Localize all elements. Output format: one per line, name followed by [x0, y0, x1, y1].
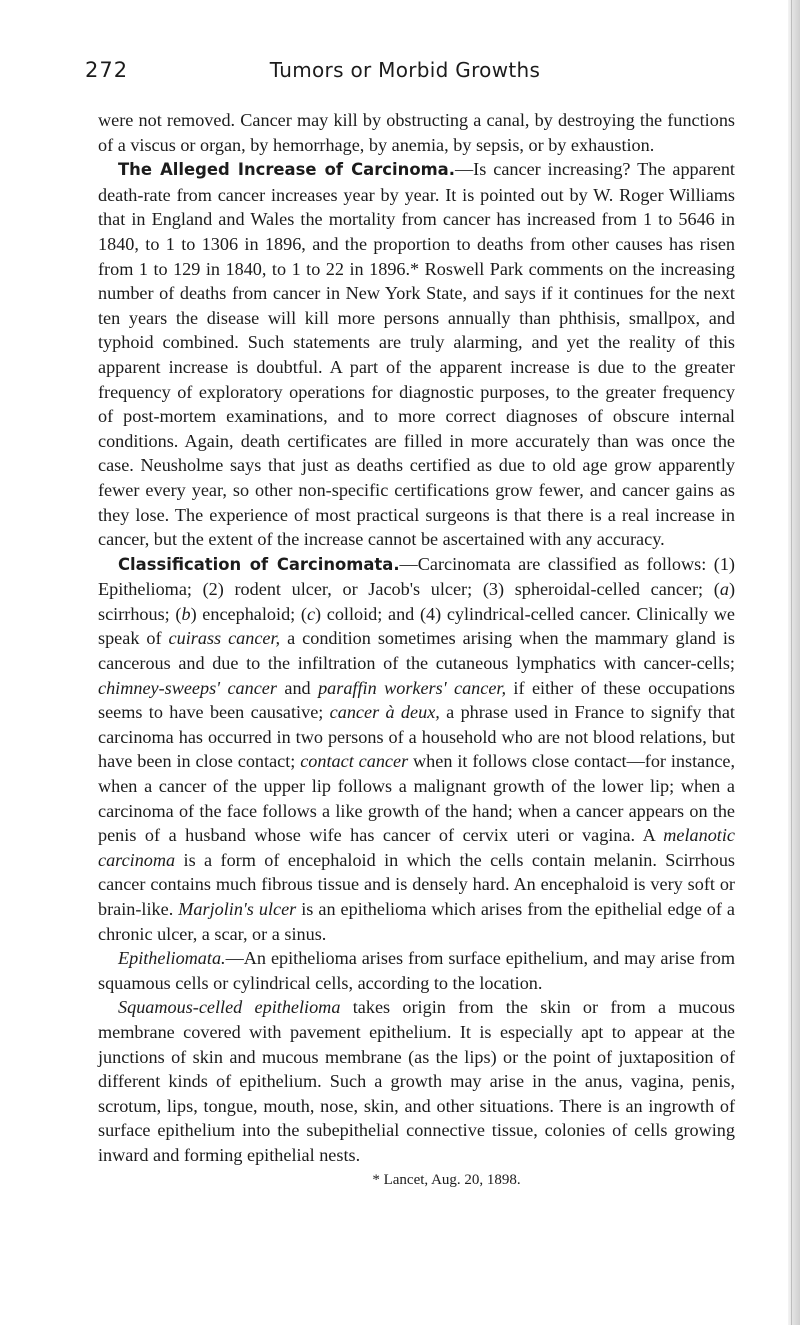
subheading-squamous-celled: Squamous-celled epithelioma — [118, 997, 341, 1018]
paragraph-classification: Classification of Carcinomata.—Carcinomata are classified as follows: (1) Epithelioma; (2) rodent ulcer, or Jacob's ulcer; (3) spheroidal-celled cancer; (a) scirrhous; (b) encephaloid; (c) colloid; and (4) cylindrical-celled cancer. Clinically we speak of cuirass cancer, a condition sometimes arising when the mammary gland is cancerous and due to the infiltration of the cutaneous lymphatics with cancer-cells; chimney-sweeps' cancer and paraffin workers' cancer, if either of these occupations seems to have been causative; cancer à deux, a phrase used in France to signify that carcinoma has occurred in two persons of a household who are not blood relations, but have been in close contact; contact cancer when it follows close contact—for instance, when a cancer of the upper lip follows a malignant growth of the lower lip; when a carcinoma of the face follows a like growth of the hand; when a cancer appears on the penis of a husband whose wife has cancer of cervix uteri or vagina. A melanotic carcinoma is a form of encephaloid in which the cells contain melanin. Scirrhous cancer contains much fibrous tissue and is densely hard. An encephaloid is very soft or brain-like. Marjolin's ulcer is an epithelioma which arises from the epithelial edge of a chronic ulcer, a scar, or a sinus. — [98, 553, 736, 944]
term-paraffin-workers-cancer: paraffin workers' cancer, — [318, 677, 507, 698]
paragraph-epitheliomata: Epitheliomata.—An epithelioma arises from surface epithelium, and may arise from squamous cells or cylindrical cells, according to the location. — [98, 948, 735, 993]
page-number: 272 — [85, 58, 129, 82]
footnote: * Lancet, Aug. 20, 1898. — [372, 1171, 521, 1188]
page-header — [85, 58, 725, 88]
term-marjolins-ulcer: Marjolin's ulcer — [178, 899, 297, 919]
page-edge-shadow — [788, 0, 800, 1325]
term-contact-cancer: contact cancer — [300, 751, 409, 772]
term-cancer-a-deux: cancer à deux, — [329, 702, 440, 723]
body-text — [98, 108, 735, 1190]
paragraph-1: were not removed. Cancer may kill by obstructing a canal, by destroying the functions of a viscus or organ, by hemorrhage, by anemia, by sepsis, or by exhaustion. — [98, 110, 735, 155]
section-heading-alleged-increase: The Alleged Increase of Carcinoma. — [118, 160, 455, 180]
term-cuirass-cancer: cuirass cancer, — [168, 628, 281, 649]
subheading-epitheliomata: Epitheliomata. — [118, 948, 226, 969]
running-head: Tumors or Morbid Growths — [269, 58, 541, 82]
section-heading-classification: Classification of Carcinomata. — [118, 554, 400, 574]
term-melanotic-carcinoma: melanotic carcinoma — [98, 825, 735, 870]
term-chimney-sweeps-cancer: chimney-sweeps' cancer — [98, 677, 277, 698]
paragraph-alleged-increase: The Alleged Increase of Carcinoma.—Is cancer increasing? The apparent death-rate from cancer increases year by year. It is pointed out by W. Roger Williams that in England and Wales the mortality from cancer has increased from 1 to 5646 in 1840, to 1 to 1306 in 1896, and the proportion to deaths from other causes has risen from 1 to 129 in 1840, to 1 to 22 in 1896.* Roswell Park comments on the increasing number of deaths from cancer in New York State, and says if it continues for the next ten years the disease will kill more persons annually than phthisis, smallpox, and typhoid combined. Such statements are truly alarming, and yet the reality of this apparent increase is doubtful. A part of the apparent increase is due to the greater frequency of exploratory operations for diagnostic purposes, to the greater frequency of post-mortem examinations, and to more correct diagnoses of obscure internal conditions. Again, death certificates are filled in more accurately than was once the case. Neusholme says that just as deaths certified as due to old age grow apparently fewer every year, so other non-specific certifications grow fewer, and cancer gains as they lose. The experience of most practical surgeons is that there is a real increase in cancer, but the extent of the increase cannot be ascertained with any accuracy. — [98, 159, 735, 550]
paragraph-squamous-celled: Squamous-celled epithelioma takes origin from the skin or from a mucous membrane covered with pavement epithelium. It is especially apt to appear at the junctions of skin and mucous membrane (as the lips) or the point of juxtaposition of different kinds of epithelium. Such a growth may arise in the anus, vagina, penis, scrotum, lips, tongue, mouth, nose, skin, and other situations. There is an ingrowth of surface epithelium into the subepithelial connective tissue, colonies of cells growing inward and forming epithelial nests. — [98, 997, 735, 1165]
